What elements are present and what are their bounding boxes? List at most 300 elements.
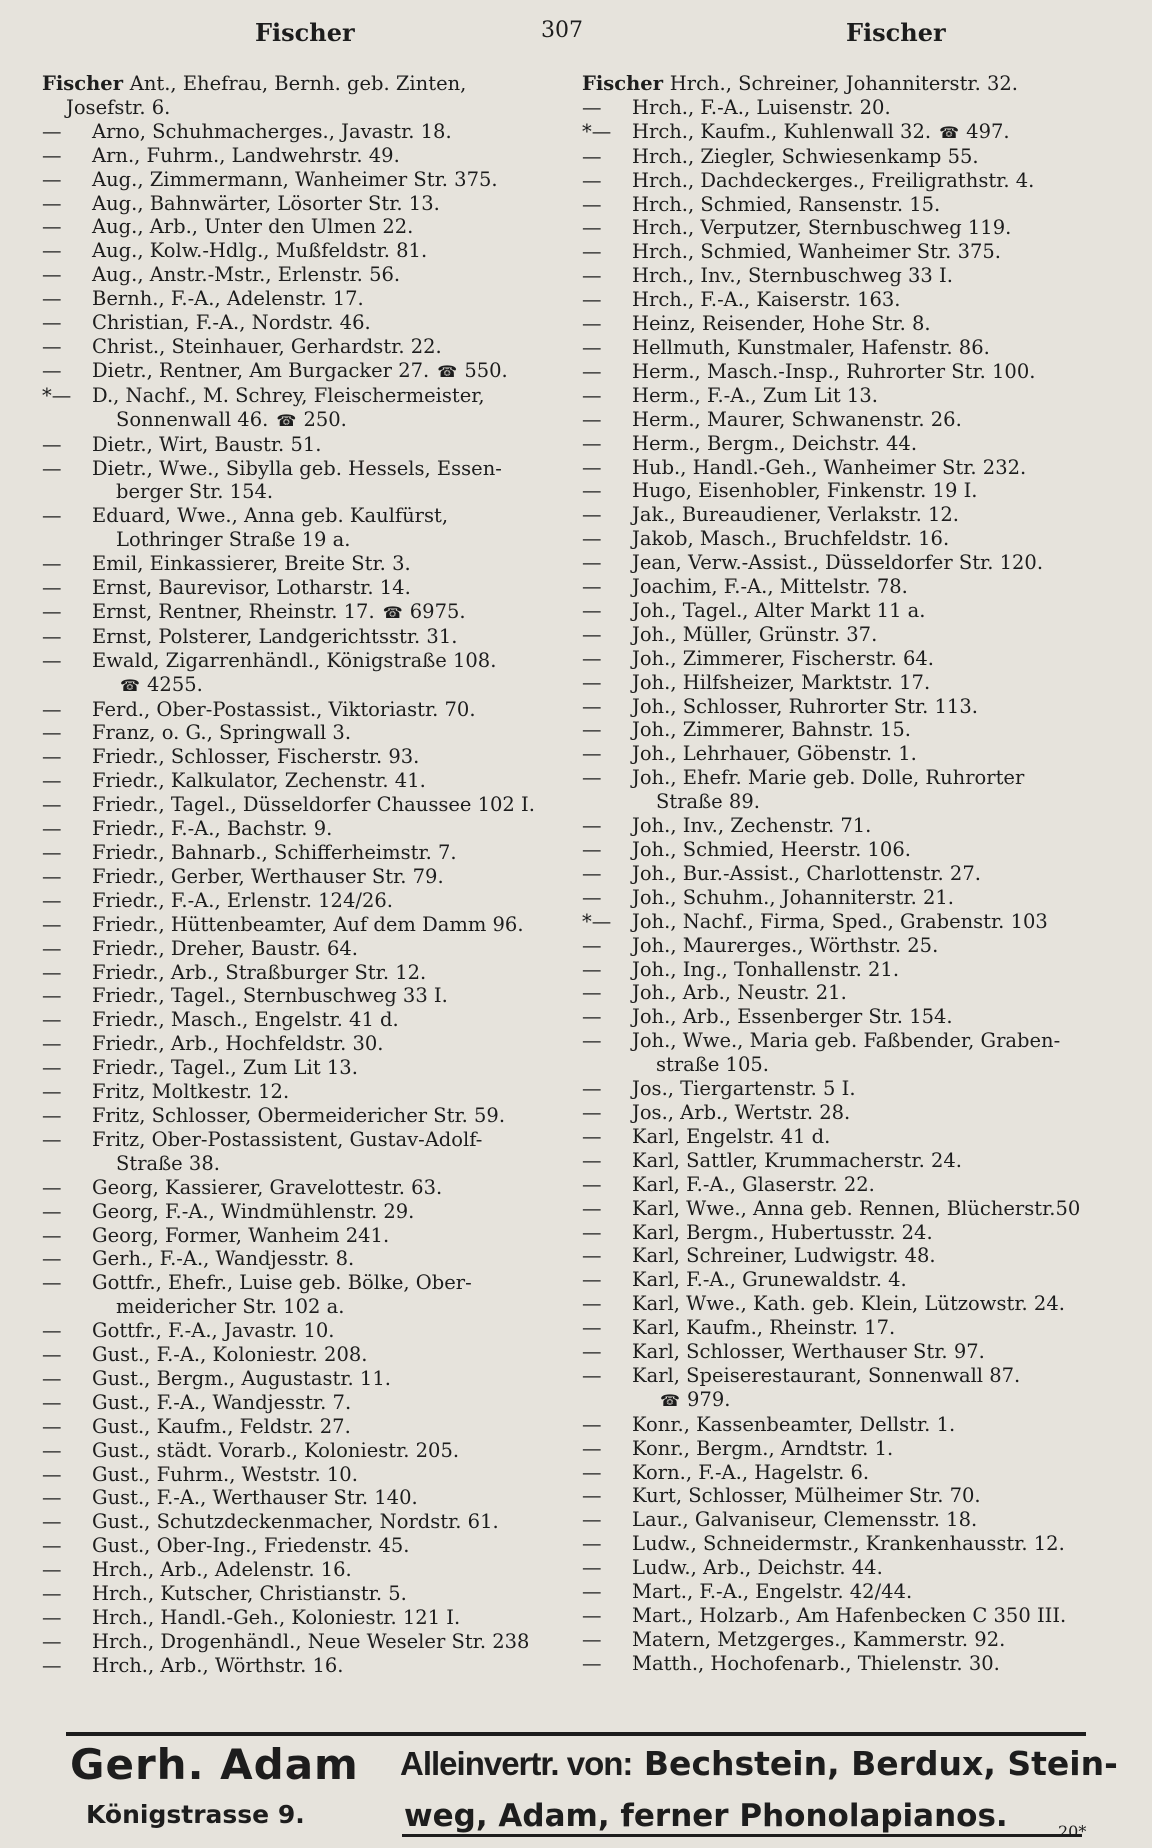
directory-entry: [582, 503, 1117, 527]
entry-marker: —: [582, 1651, 602, 1675]
entry-text: Mart., F.-A., Engelstr. 42/44.: [632, 1580, 913, 1604]
entry-marker: —: [42, 119, 62, 143]
entry-text: Georg, F.-A., Windmühlenstr. 29.: [92, 1199, 415, 1223]
directory-entry: [42, 1343, 542, 1367]
entry-text: Aug., Arb., Unter den Ulmen 22.: [92, 215, 414, 239]
entry-text: Ant., Ehefrau, Bernh. geb. Zinten,: [129, 72, 467, 95]
entry-marker: —: [582, 885, 602, 909]
telephone-number: 6975.: [409, 599, 466, 623]
directory-entry: [42, 937, 542, 961]
entry-text: Karl, Sattler, Krummacherstr. 24.: [632, 1148, 962, 1172]
directory-entry: [582, 1628, 1117, 1652]
entry-marker: —: [582, 1077, 602, 1101]
entry-text: Laur., Galvaniseur, Clemensstr. 18.: [632, 1508, 978, 1532]
entry-text: Mart., Holzarb., Am Hafenbecken C 350 III.: [632, 1604, 1067, 1627]
entry-text: Hrch., F.-A., Kaiserstr. 163.: [632, 288, 901, 312]
entry-text: Jak., Bureaudiener, Verlakstr. 12.: [632, 503, 959, 527]
right-column: [582, 72, 1117, 1676]
entry-marker: —: [582, 1604, 602, 1627]
entry-text: Karl, Wwe., Kath. geb. Klein, Lützowstr. 24.: [632, 1292, 1065, 1316]
directory-entry: [582, 934, 1117, 958]
directory-entry: [582, 1508, 1117, 1532]
entry-text: Ernst, Baurevisor, Lotharstr. 14.: [92, 576, 411, 600]
entry-text: Herm., Maurer, Schwanenstr. 26.: [632, 407, 962, 431]
directory-entry: [42, 1247, 542, 1271]
entry-marker: —: [582, 1172, 602, 1196]
directory-entry: [42, 1463, 542, 1487]
entry-marker: —: [42, 1199, 62, 1223]
entry-text: Gust., städt. Vorarb., Koloniestr. 205.: [92, 1438, 460, 1462]
entry-text: Karl, Schlosser, Werthauser Str. 97.: [632, 1340, 985, 1364]
entry-marker: —: [42, 215, 62, 239]
entry-text: Heinz, Reisender, Hohe Str. 8.: [632, 312, 931, 336]
entry-text: Hrch., Arb., Wörthstr. 16.: [92, 1653, 344, 1677]
entry-marker: —: [582, 1005, 602, 1029]
entry-marker: —: [42, 817, 62, 841]
entry-marker: —: [582, 1340, 602, 1364]
entry-marker: —: [42, 864, 62, 888]
left-column: [42, 72, 542, 1678]
entry-text: Gust., Schutzdeckenmacher, Nordstr. 61.: [92, 1510, 499, 1534]
telephone-number: 497.: [966, 119, 1010, 143]
entry-marker: —: [42, 432, 62, 456]
entry-text: Friedr., Schlosser, Fischerstr. 93.: [92, 745, 420, 769]
entry-continuation: [92, 673, 542, 698]
entry-text: Joh., Hilfsheizer, Marktstr. 17.: [632, 670, 931, 694]
entry-marker: —: [42, 1510, 62, 1534]
advert-underline: [402, 1834, 1082, 1837]
entry-marker: —: [582, 95, 602, 119]
entry-text: Emil, Einkassierer, Breite Str. 3.: [92, 552, 411, 576]
entry-text: Hrch., Handl.-Geh., Koloniestr. 121 I.: [92, 1606, 461, 1629]
directory-entry: [582, 1197, 1117, 1221]
directory-entry: [582, 1437, 1117, 1461]
entry-marker: —: [42, 769, 62, 793]
directory-entry: [42, 120, 542, 144]
advert-street: Königstrasse 9.: [86, 1800, 305, 1829]
directory-entry: [42, 215, 542, 239]
directory-entry: [582, 72, 1117, 96]
continuation-text: Straße 38.: [116, 1151, 220, 1175]
entry-marker: —: [42, 697, 62, 721]
directory-entry: [42, 817, 542, 841]
entry-text: Gust., Kaufm., Feldstr. 27.: [92, 1414, 351, 1438]
entry-marker: —: [582, 1316, 602, 1340]
entry-marker: —: [582, 288, 602, 312]
directory-entry: [582, 1652, 1117, 1676]
directory-entry: [42, 239, 542, 263]
directory-entry: [582, 647, 1117, 671]
entry-marker: —: [582, 1292, 602, 1316]
telephone-icon: ☎: [272, 410, 300, 430]
directory-entry: [582, 1532, 1117, 1556]
directory-entry: [42, 552, 542, 576]
entry-continuation: [632, 790, 1117, 814]
directory-entry: [582, 120, 1117, 145]
entry-marker: —: [42, 1247, 62, 1271]
directory-entry: [582, 384, 1117, 408]
entry-marker: —: [582, 383, 602, 407]
directory-entry: [42, 1558, 542, 1582]
directory-entry: [582, 1340, 1117, 1364]
entry-marker: —: [582, 1124, 602, 1148]
entry-text: Ernst, Polsterer, Landgerichtsstr. 31.: [92, 624, 458, 648]
entry-marker: —: [42, 1343, 62, 1367]
entry-text: Joh., Ing., Tonhallenstr. 21.: [632, 957, 900, 981]
entry-continuation: [632, 1053, 1117, 1077]
entry-marker: —: [582, 264, 602, 288]
entry-continuation: [92, 480, 542, 504]
entry-text: Joh., Bur.-Assist., Charlottenstr. 27.: [632, 861, 981, 885]
directory-entry: [42, 1654, 542, 1678]
entry-continuation: [92, 1295, 542, 1319]
entry-marker: —: [42, 1486, 62, 1510]
entry-text: Ludw., Arb., Deichstr. 44.: [632, 1556, 883, 1580]
directory-entry: [582, 575, 1117, 599]
entry-marker: —: [42, 1080, 62, 1104]
entry-marker: —: [582, 694, 602, 718]
entry-text: Hrch., Verputzer, Sternbuschweg 119.: [632, 216, 1012, 240]
running-head-left: Fischer: [255, 18, 355, 47]
entry-text: Gust., Fuhrm., Weststr. 10.: [92, 1462, 358, 1486]
directory-entry: [42, 384, 542, 433]
entry-text: Dietr., Wirt, Baustr. 51.: [92, 432, 322, 456]
entry-marker: —: [42, 1127, 62, 1151]
entry-marker: —: [42, 1032, 62, 1056]
entry-marker: —: [42, 721, 62, 745]
directory-entry: [42, 72, 542, 120]
entry-marker: —: [42, 287, 62, 311]
entry-marker: —: [582, 1508, 602, 1532]
entry-continuation: [92, 408, 542, 433]
entry-marker: *—: [42, 383, 72, 407]
entry-text: Gust., F.-A., Werthauser Str. 140.: [92, 1486, 418, 1510]
entry-marker: —: [582, 503, 602, 527]
directory-entry: [582, 958, 1117, 982]
entry-marker: —: [42, 984, 62, 1008]
entry-marker: —: [582, 407, 602, 431]
directory-entry: [42, 865, 542, 889]
entry-text: Hrch., Kaufm., Kuhlenwall 32.: [632, 119, 932, 143]
directory-entry: [582, 886, 1117, 910]
telephone-number: 979.: [687, 1387, 731, 1411]
entry-marker: —: [582, 575, 602, 599]
entry-text: Matern, Metzgerges., Kammerstr. 92.: [632, 1627, 1006, 1651]
entry-marker: —: [582, 957, 602, 981]
telephone-icon: ☎: [120, 675, 144, 695]
entry-marker: —: [42, 504, 62, 528]
entry-marker: —: [42, 311, 62, 335]
directory-entry: [582, 1029, 1117, 1077]
entry-marker: —: [582, 1100, 602, 1124]
entry-text: Hrch., Ziegler, Schwiesenkamp 55.: [632, 144, 979, 168]
entry-marker: Fischer: [582, 72, 670, 95]
directory-entry: [582, 1173, 1117, 1197]
directory-entry: [582, 1364, 1117, 1413]
entry-text: Joh., Müller, Grünstr. 37.: [632, 622, 878, 646]
directory-entry: [582, 814, 1117, 838]
entry-text: Hrch., Inv., Sternbuschweg 33 I.: [632, 264, 953, 288]
entry-text: Joh., Zimmerer, Fischerstr. 64.: [632, 646, 935, 670]
entry-text: Herm., F.-A., Zum Lit 13.: [632, 383, 878, 407]
entry-marker: —: [42, 576, 62, 600]
directory-entry: [42, 311, 542, 335]
directory-entry: [42, 1032, 542, 1056]
entry-text: Friedr., Bahnarb., Schifferheimstr. 7.: [92, 841, 457, 864]
directory-entry: [42, 168, 542, 192]
entry-marker: —: [42, 888, 62, 912]
directory-entry: [582, 456, 1117, 480]
entry-marker: —: [582, 312, 602, 336]
directory-entry: [42, 1008, 542, 1032]
entry-text: Friedr., Tagel., Düsseldorfer Chaussee 102 I.: [92, 793, 535, 817]
directory-entry: [582, 216, 1117, 240]
entry-marker: —: [582, 240, 602, 264]
entry-text: Joh., Maurerges., Wörthstr. 25.: [632, 933, 939, 957]
advert-line-2: weg, Adam, ferner Phonolapianos.: [404, 1798, 1008, 1834]
advert-line-1-prefix: Alleinvertr. von:: [400, 1745, 633, 1782]
entry-marker: —: [582, 1268, 602, 1292]
entry-text: Friedr., Kalkulator, Zechenstr. 41.: [92, 769, 426, 793]
entry-text: Karl, Bergm., Hubertusstr. 24.: [632, 1220, 933, 1244]
entry-text: Friedr., F.-A., Bachstr. 9.: [92, 817, 333, 841]
directory-entry: [42, 144, 542, 168]
advert-company-name: Gerh. Adam: [70, 1740, 359, 1789]
entry-marker: —: [42, 1390, 62, 1414]
entry-marker: —: [42, 912, 62, 936]
entry-marker: —: [42, 936, 62, 960]
entry-marker: —: [42, 1558, 62, 1582]
entry-marker: —: [582, 861, 602, 885]
entry-text: Arn., Fuhrm., Landwehrstr. 49.: [92, 143, 400, 167]
continuation-text: Josefstr. 6.: [66, 95, 171, 119]
directory-entry: [582, 981, 1117, 1005]
entry-marker: —: [42, 745, 62, 769]
entry-marker: —: [582, 455, 602, 479]
directory-entry: [582, 1461, 1117, 1485]
entry-text: Konr., Kassenbeamter, Dellstr. 1.: [632, 1412, 956, 1436]
directory-entry: [582, 1101, 1117, 1125]
entry-text: Friedr., Dreher, Baustr. 64.: [92, 936, 359, 960]
directory-entry: [582, 288, 1117, 312]
directory-entry: [42, 1104, 542, 1128]
entry-marker: —: [582, 335, 602, 359]
entry-continuation: [92, 1152, 542, 1176]
entry-text: Franz, o. G., Springwall 3.: [92, 721, 352, 745]
directory-entry: [582, 169, 1117, 193]
directory-entry: [582, 360, 1117, 384]
entry-text: Jos., Tiergartenstr. 5 I.: [632, 1077, 856, 1101]
directory-entry: [582, 1556, 1117, 1580]
entry-marker: —: [42, 1462, 62, 1486]
entry-text: Joh., Schmied, Heerstr. 106.: [632, 838, 911, 861]
entry-text: Joh., Inv., Zechenstr. 71.: [632, 814, 872, 838]
page-number: 307: [541, 18, 583, 43]
entry-text: Joh., Schuhm., Johanniterstr. 21.: [632, 885, 954, 909]
directory-entry: [582, 862, 1117, 886]
directory-entry: [42, 1606, 542, 1630]
entry-marker: —: [42, 841, 62, 864]
entry-text: Hrch., Drogenhändl., Neue Weseler Str. 238: [92, 1629, 530, 1653]
entry-marker: —: [582, 1412, 602, 1436]
entry-text: Karl, Engelstr. 41 d.: [632, 1124, 831, 1148]
directory-entry: [582, 1244, 1117, 1268]
directory-entry: [582, 96, 1117, 120]
directory-entry: [42, 1176, 542, 1200]
entry-marker: —: [582, 838, 602, 861]
entry-text: Jos., Arb., Wertstr. 28.: [632, 1100, 851, 1124]
directory-entry: [42, 1510, 542, 1534]
entry-text: Ferd., Ober-Postassist., Viktoriastr. 70.: [92, 697, 476, 721]
entry-text: Georg, Former, Wanheim 241.: [92, 1223, 390, 1247]
directory-entry: [582, 599, 1117, 623]
directory-entry: [42, 1224, 542, 1248]
entry-text: Bernh., F.-A., Adelenstr. 17.: [92, 287, 364, 311]
directory-entry: [42, 1271, 542, 1319]
entry-text: Joh., Tagel., Alter Markt 11 a.: [632, 598, 926, 622]
entry-text: Aug., Kolw.-Hdlg., Mußfeldstr. 81.: [92, 239, 428, 263]
directory-entry: [582, 264, 1117, 288]
entry-marker: —: [582, 527, 602, 551]
entry-text: Joh., Arb., Neustr. 21.: [632, 981, 847, 1005]
entry-text: Dietr., Wwe., Sibylla geb. Hessels, Essen-: [92, 456, 502, 480]
entry-marker: —: [582, 1532, 602, 1556]
entry-text: Friedr., Hüttenbeamter, Auf dem Damm 96.: [92, 912, 524, 936]
telephone-icon: ☎: [660, 1390, 684, 1410]
directory-entry: [582, 766, 1117, 814]
directory-entry: [42, 745, 542, 769]
entry-marker: —: [42, 358, 62, 382]
directory-entry: [582, 623, 1117, 647]
directory-entry: [582, 1005, 1117, 1029]
entry-text: Jakob, Masch., Bruchfeldstr. 16.: [632, 527, 950, 551]
directory-entry: [42, 649, 542, 698]
entry-marker: —: [42, 1366, 62, 1390]
entry-text: Friedr., Gerber, Werthauser Str. 79.: [92, 864, 444, 888]
entry-marker: —: [42, 552, 62, 576]
entry-marker: —: [42, 456, 62, 480]
entry-continuation: [92, 528, 542, 552]
telephone-number: 550.: [464, 358, 508, 382]
entry-marker: —: [42, 334, 62, 358]
entry-marker: —: [582, 933, 602, 957]
entry-marker: —: [42, 239, 62, 263]
entry-text: Eduard, Wwe., Anna geb. Kaulfürst,: [92, 504, 449, 528]
entry-marker: —: [582, 814, 602, 838]
advert-line-1: [400, 1744, 1118, 1783]
entry-text: Friedr., Tagel., Zum Lit 13.: [92, 1056, 358, 1080]
entry-marker: —: [42, 648, 62, 672]
directory-entry: [582, 742, 1117, 766]
entry-marker: —: [42, 1271, 62, 1295]
entry-marker: —: [42, 1414, 62, 1438]
entry-text: Aug., Bahnwärter, Lösorter Str. 13.: [92, 191, 440, 215]
entry-text: Ernst, Rentner, Rheinstr. 17.: [92, 599, 375, 623]
directory-entry: [42, 576, 542, 600]
entry-text: Joh., Lehrhauer, Göbenstr. 1.: [632, 742, 917, 766]
directory-entry: [582, 408, 1117, 432]
entry-marker: —: [42, 191, 62, 215]
entry-text: Dietr., Rentner, Am Burgacker 27.: [92, 358, 430, 382]
entry-marker: —: [582, 1627, 602, 1651]
entry-marker: —: [582, 1244, 602, 1268]
entry-marker: —: [42, 1319, 62, 1343]
advert-line-1-rest: Bechstein, Berdux, Stein-: [643, 1744, 1118, 1783]
entry-text: Hrch., Schmied, Ransenstr. 15.: [632, 192, 941, 216]
entry-text: Gottfr., Ehefr., Luise geb. Bölke, Ober-: [92, 1271, 472, 1295]
directory-entry: [42, 192, 542, 216]
entry-continuation: [632, 1388, 1117, 1413]
entry-text: Matth., Hochofenarb., Thielenstr. 30.: [632, 1651, 1000, 1675]
directory-entry: [42, 263, 542, 287]
entry-marker: *—: [582, 119, 612, 143]
directory-entry: [42, 457, 542, 505]
directory-entry: [582, 432, 1117, 456]
entry-text: Korn., F.-A., Hagelstr. 6.: [632, 1460, 870, 1484]
directory-entry: [582, 838, 1117, 862]
entry-text: Hrch., Arb., Adelenstr. 16.: [92, 1558, 352, 1582]
directory-entry: [42, 698, 542, 722]
entry-text: Hrch., Dachdeckerges., Freiligrathstr. 4.: [632, 168, 1035, 192]
directory-entry: [582, 1413, 1117, 1437]
entry-text: Hugo, Eisenhobler, Finkenstr. 19 I.: [632, 479, 978, 503]
directory-entry: [582, 1268, 1117, 1292]
entry-text: Friedr., Masch., Engelstr. 41 d.: [92, 1008, 399, 1032]
continuation-text: Sonnenwall 46.: [116, 407, 269, 431]
directory-entry: [582, 1149, 1117, 1173]
entry-marker: —: [582, 1220, 602, 1244]
entry-marker: —: [582, 1580, 602, 1604]
directory-entry: [582, 1484, 1117, 1508]
entry-text: Gust., Ober-Ing., Friedenstr. 45.: [92, 1534, 410, 1558]
entry-marker: —: [582, 216, 602, 240]
entry-marker: —: [42, 960, 62, 984]
directory-entry: [42, 433, 542, 457]
directory-entry: [582, 527, 1117, 551]
directory-entry: [582, 1580, 1117, 1604]
entry-marker: —: [42, 1606, 62, 1629]
entry-text: Herm., Masch.-Insp., Ruhrorter Str. 100.: [632, 359, 1036, 383]
directory-entry: [582, 240, 1117, 264]
entry-marker: —: [582, 1029, 602, 1053]
directory-entry: [582, 479, 1117, 503]
entry-text: Karl, Kaufm., Rheinstr. 17.: [632, 1316, 896, 1340]
entry-marker: —: [42, 1056, 62, 1080]
entry-marker: *—: [582, 909, 612, 933]
entry-marker: —: [42, 624, 62, 648]
entry-text: Aug., Anstr.-Mstr., Erlenstr. 56.: [92, 263, 401, 287]
entry-marker: —: [582, 192, 602, 216]
directory-entry: [582, 145, 1117, 169]
advert-top-rule: [66, 1732, 1086, 1736]
entry-marker: —: [582, 598, 602, 622]
directory-entry: [582, 1316, 1117, 1340]
entry-marker: —: [582, 981, 602, 1005]
directory-entry: [42, 961, 542, 985]
directory-entry: [42, 504, 542, 552]
entry-marker: —: [42, 1008, 62, 1032]
directory-entry: [42, 984, 542, 1008]
entry-text: Karl, Wwe., Anna geb. Rennen, Blücherstr.50: [632, 1196, 1081, 1220]
directory-entry: [42, 600, 542, 625]
entry-text: Joh., Arb., Essenberger Str. 154.: [632, 1005, 953, 1029]
directory-entry: [42, 1128, 542, 1176]
entry-marker: —: [582, 622, 602, 646]
continuation-text: Lothringer Straße 19 a.: [116, 528, 351, 552]
entry-marker: —: [582, 718, 602, 742]
entry-marker: —: [582, 1436, 602, 1460]
entry-text: Joachim, F.-A., Mittelstr. 78.: [632, 575, 908, 599]
